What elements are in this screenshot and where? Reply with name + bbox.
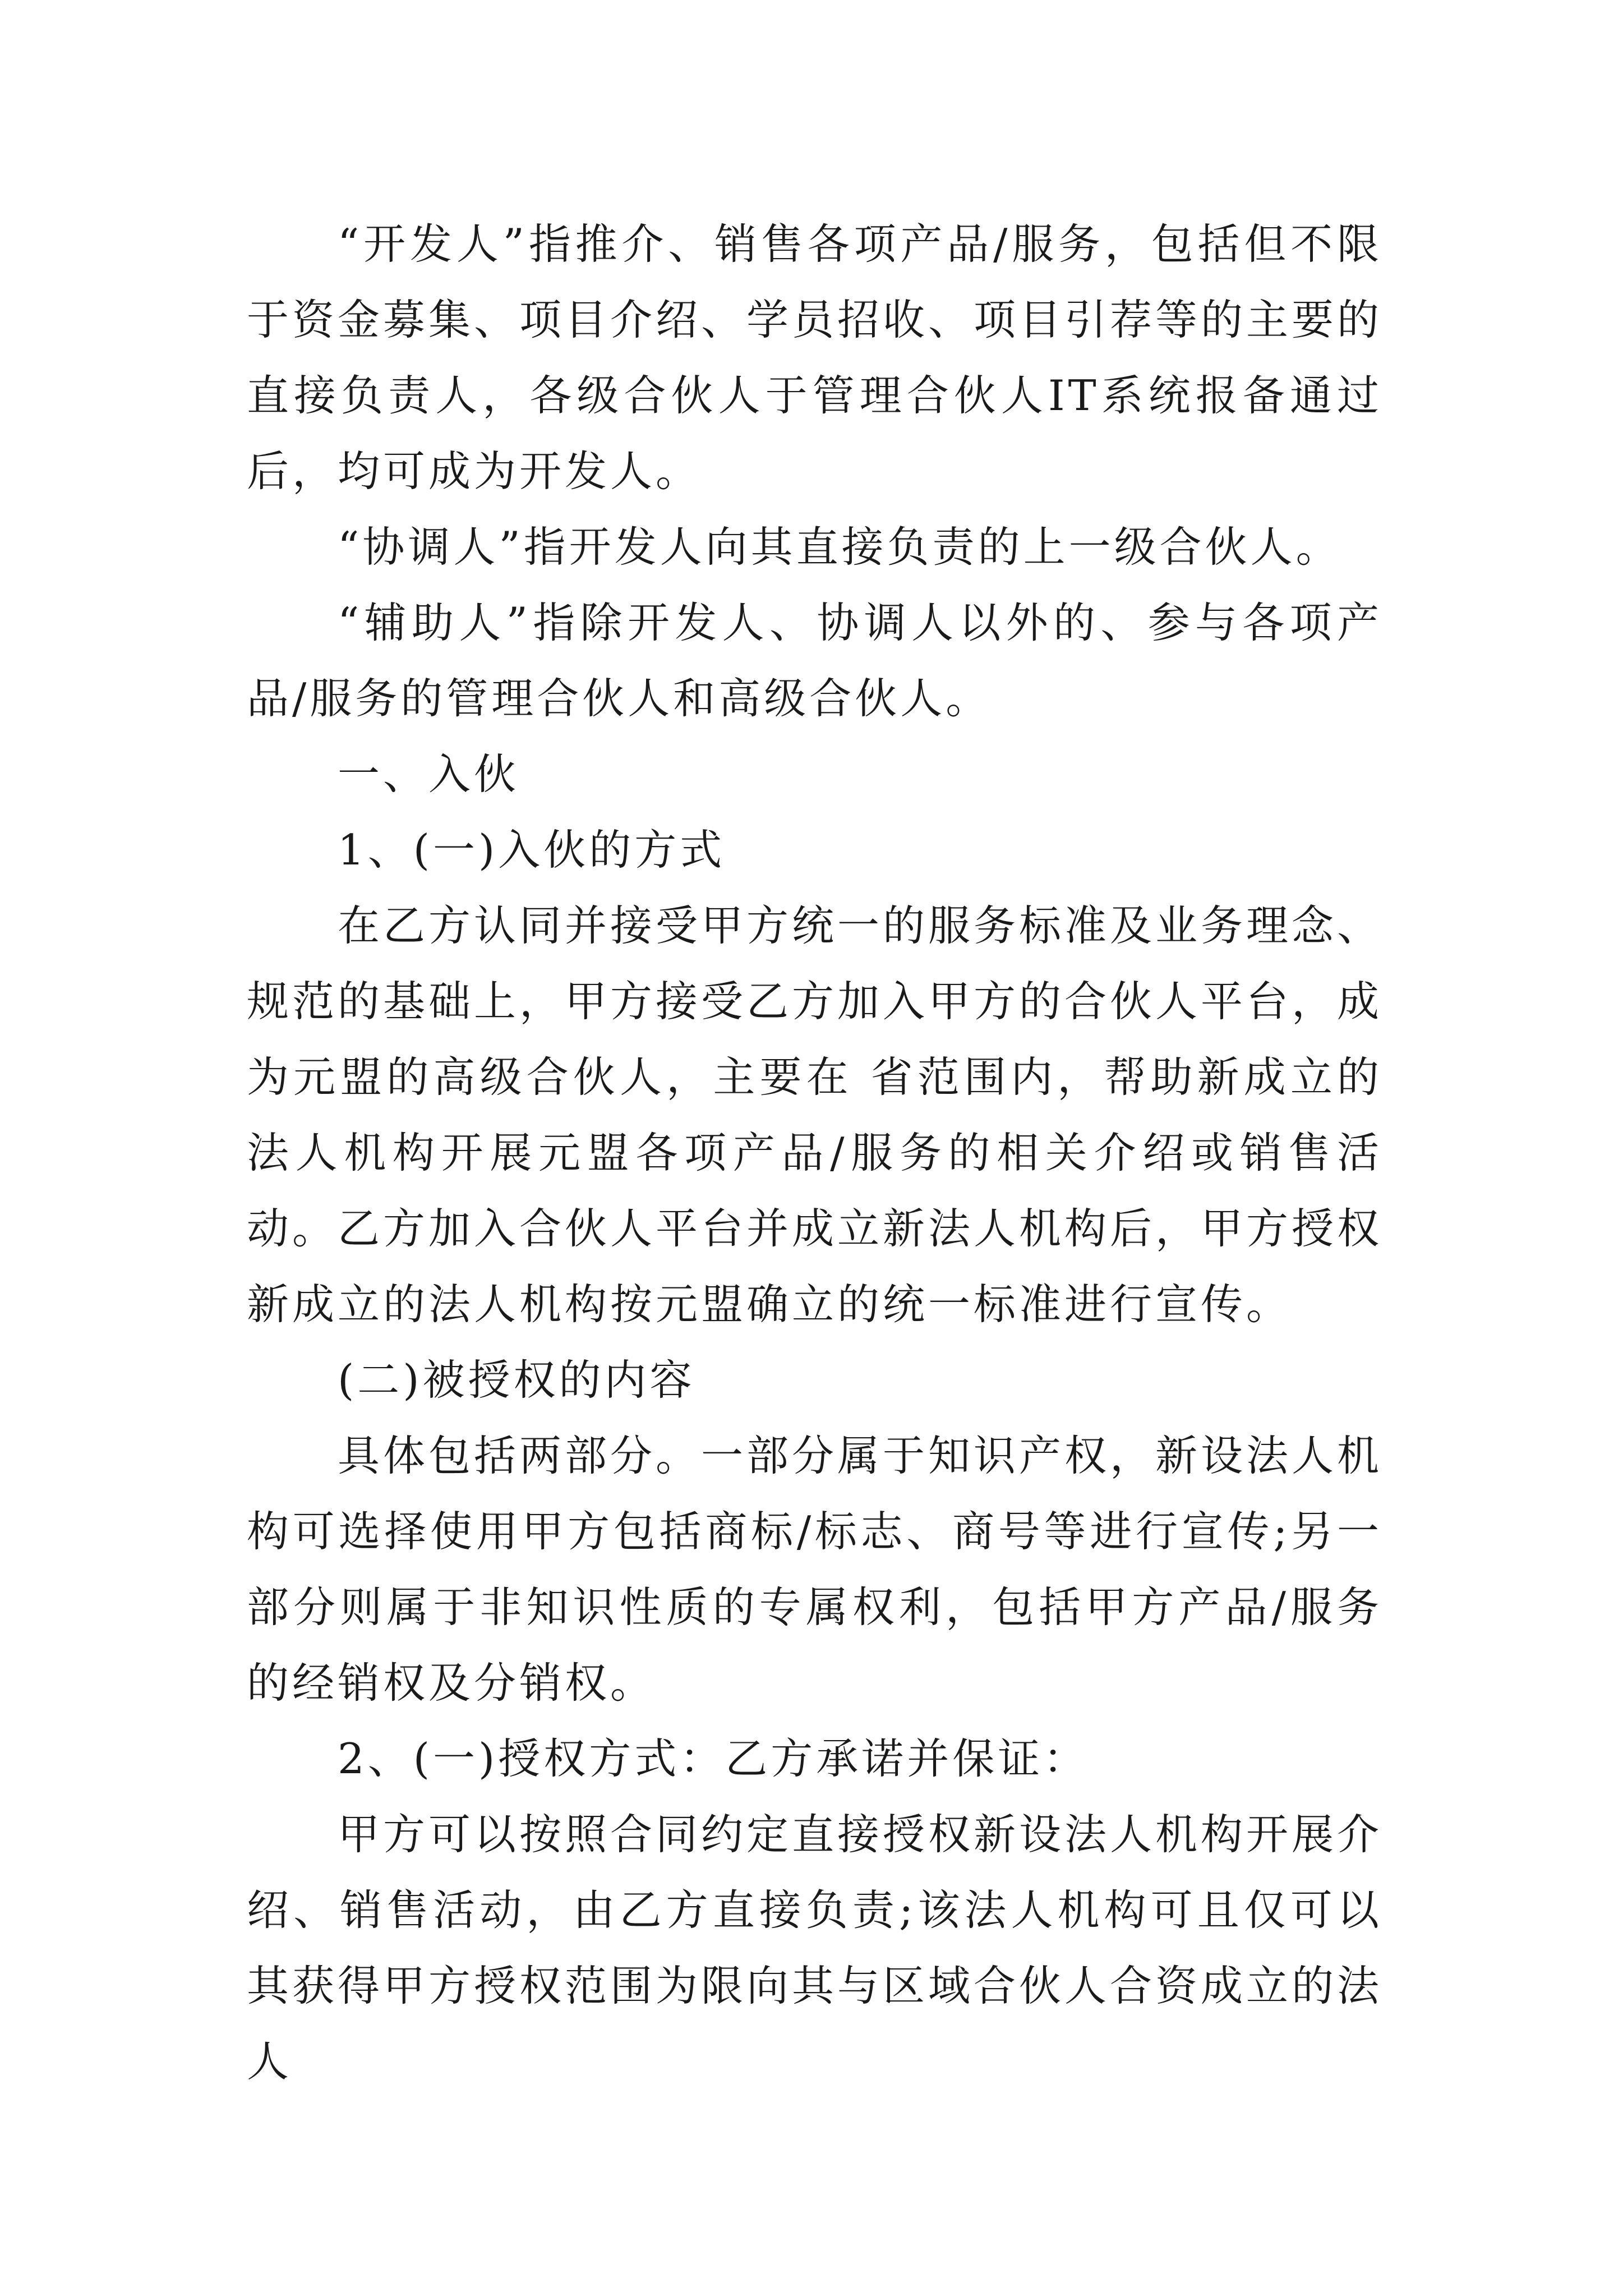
paragraph-assistant-definition: “辅助人”指除开发人、协调人以外的、参与各项产品/服务的管理合伙人和高级合伙人。: [247, 598, 1382, 723]
paragraph-authorized-content: 具体包括两部分。一部分属于知识产权，新设法人机构可选择使用甲方包括商标/标志、商号等进行宣传;另一部分则属于非知识性质的专属权利，包括甲方产品/服务的经销权及分销权。: [247, 1431, 1383, 1708]
paragraph-developer-definition: “开发人”指推介、销售各项产品/服务，包括但不限于资金募集、项目介绍、学员招收、项目引荐等的主要的直接负责人，各级合伙人于管理合伙人IT系统报备通过后，均可成为开发人。: [247, 219, 1383, 496]
paragraph-authorization-method: 甲方可以按照合同约定直接授权新设法人机构开展介绍、销售活动，由乙方直接负责;该法人机构可且仅可以其获得甲方授权范围为限向其与区域合伙人合资成立的法人: [247, 1810, 1383, 2086]
subheading-authorization-method: 2、(一)授权方式：乙方承诺并保证：: [338, 1734, 1089, 1783]
paragraph-coordinator-definition: “协调人”指开发人向其直接负责的上一级合伙人。: [338, 522, 1341, 572]
document-body: [247, 206, 1382, 2100]
subheading-authorized-content: (二)被授权的内容: [338, 1355, 695, 1405]
paragraph-joining-method: 在乙方认同并接受甲方统一的服务标准及业务理念、规范的基础上，甲方接受乙方加入甲方的合伙人平台，成为元盟的高级合伙人，主要在 省范围内，帮助新成立的法人机构开展元盟各项产品/服务的相关介绍或销售活动。乙方加入合伙人平台并成立新法人机构后，甲方授权新成立的法人机构按元盟确立的统一标准进行宣传。: [247, 901, 1383, 1329]
section-heading-joining: 一、入伙: [338, 749, 520, 799]
subheading-joining-method: 1、(一)入伙的方式: [338, 825, 726, 875]
